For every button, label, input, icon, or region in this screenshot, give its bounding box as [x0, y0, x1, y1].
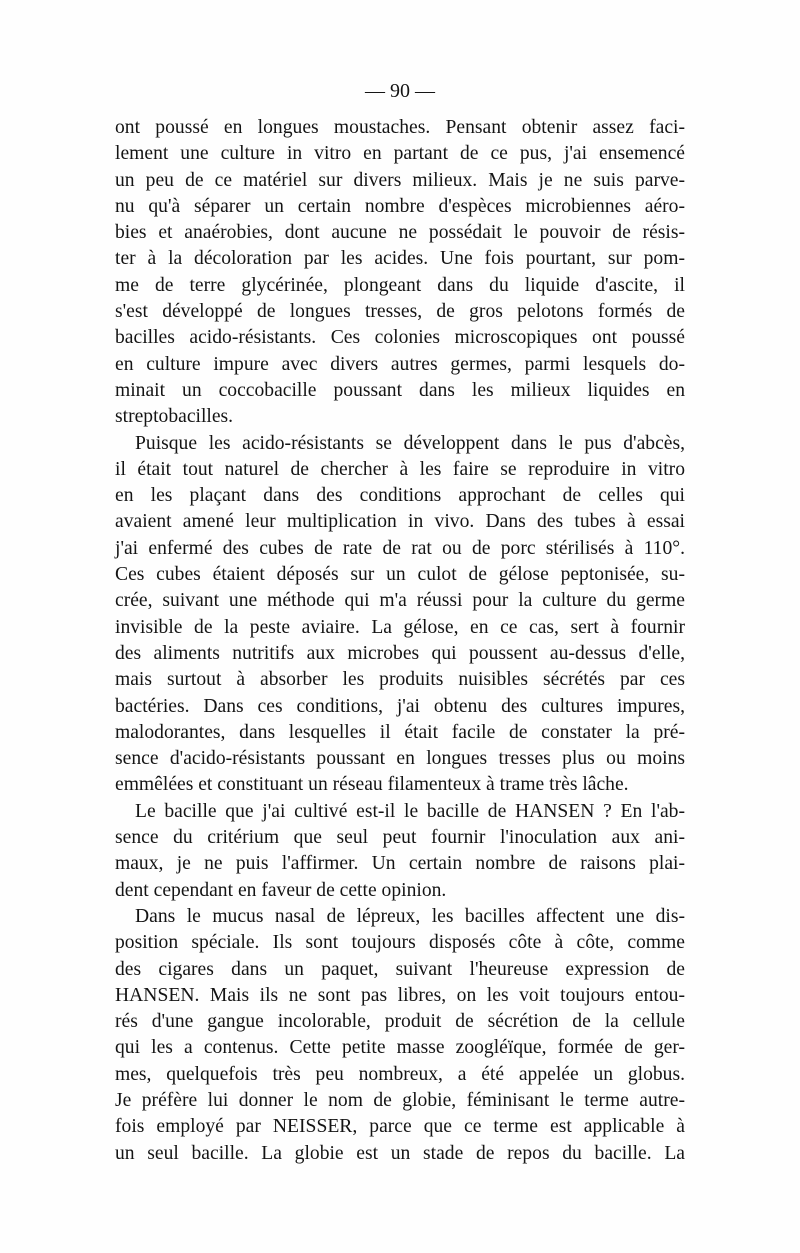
text-line: maux, je ne puis l'affirmer. Un certain nombre de raisons plai-	[115, 853, 685, 875]
body-text	[115, 115, 685, 1167]
text-line: HANSEN. Mais ils ne sont pas libres, on les voit toujours entou-	[115, 984, 685, 1006]
text-line: streptobacilles.	[115, 406, 234, 428]
text-line: en culture impure avec divers autres germes, parmi lesquels do-	[115, 353, 685, 375]
text-line: mais surtout à absorber les produits nuisibles sécrétés par ces	[115, 669, 685, 691]
text-line: un seul bacille. La globie est un stade de repos du bacille. La	[115, 1142, 685, 1164]
text-line: crée, suivant une méthode qui m'a réussi pour la culture du germe	[115, 590, 685, 612]
text-line: sence d'acido-résistants poussant en longues tresses plus ou moins	[115, 748, 685, 770]
page-number: — 90 —	[365, 80, 435, 102]
text-line: en les plaçant dans des conditions approchant de celles qui	[115, 485, 685, 507]
text-line: bies et anaérobies, dont aucune ne possédait le pouvoir de résis-	[115, 222, 685, 244]
text-line: invisible de la peste aviaire. La gélose, en ce cas, sert à fournir	[115, 616, 685, 638]
text-line: malodorantes, dans lesquelles il était facile de constater la pré-	[115, 721, 685, 743]
text-line: un peu de ce matériel sur divers milieux. Mais je ne suis parve-	[115, 169, 685, 191]
text-line: lement une culture in vitro en partant de ce pus, j'ai ensemencé	[115, 143, 685, 165]
text-line: Ces cubes étaient déposés sur un culot de gélose peptonisée, su-	[115, 564, 685, 586]
text-line: s'est développé de longues tresses, de gros pelotons formés de	[115, 301, 685, 323]
text-line: position spéciale. Ils sont toujours disposés côte à côte, comme	[115, 932, 685, 954]
text-line: Le bacille que j'ai cultivé est-il le bacille de HANSEN ? En l'ab-	[135, 800, 685, 822]
text-line: des cigares dans un paquet, suivant l'heureuse expression de	[115, 958, 685, 980]
text-line: ter à la décoloration par les acides. Une fois pourtant, sur pom-	[115, 248, 685, 270]
text-line: Dans le mucus nasal de lépreux, les bacilles affectent une dis-	[135, 905, 685, 927]
text-line: qui les a contenus. Cette petite masse zoogléïque, formée de ger-	[115, 1037, 685, 1059]
text-line: nu qu'à séparer un certain nombre d'espèces microbiennes aéro-	[115, 195, 685, 217]
text-line: Je préfère lui donner le nom de globie, féminisant le terme autre-	[115, 1089, 685, 1111]
text-line: sence du critérium que seul peut fournir l'inoculation aux ani-	[115, 827, 685, 849]
text-line: bacilles acido-résistants. Ces colonies microscopiques ont poussé	[115, 327, 685, 349]
text-line: il était tout naturel de chercher à les faire se reproduire in vitro	[115, 458, 685, 480]
text-line: bactéries. Dans ces conditions, j'ai obtenu des cultures impures,	[115, 695, 685, 717]
text-line: me de terre glycérinée, plongeant dans du liquide d'ascite, il	[115, 274, 685, 296]
text-line: des aliments nutritifs aux microbes qui poussent au-dessus d'elle,	[115, 642, 685, 664]
text-line: fois employé par NEISSER, parce que ce terme est applicable à	[115, 1116, 685, 1138]
text-line: minait un coccobacille poussant dans les milieux liquides en	[115, 379, 685, 401]
text-line: Puisque les acido-résistants se développent dans le pus d'abcès,	[135, 432, 685, 454]
text-line: j'ai enfermé des cubes de rate de rat ou de porc stérilisés à 110°.	[115, 537, 685, 559]
text-line: avaient amené leur multiplication in vivo. Dans des tubes à essai	[115, 511, 685, 533]
text-line: ont poussé en longues moustaches. Pensant obtenir assez faci-	[115, 117, 685, 138]
text-line: mes, quelquefois très peu nombreux, a été appelée un globus.	[115, 1063, 685, 1085]
text-line: emmêlées et constituant un réseau filamenteux à trame très lâche.	[115, 774, 629, 796]
text-line: dent cependant en faveur de cette opinion.	[115, 879, 447, 901]
text-line: rés d'une gangue incolorable, produit de sécrétion de la cellule	[115, 1011, 685, 1033]
